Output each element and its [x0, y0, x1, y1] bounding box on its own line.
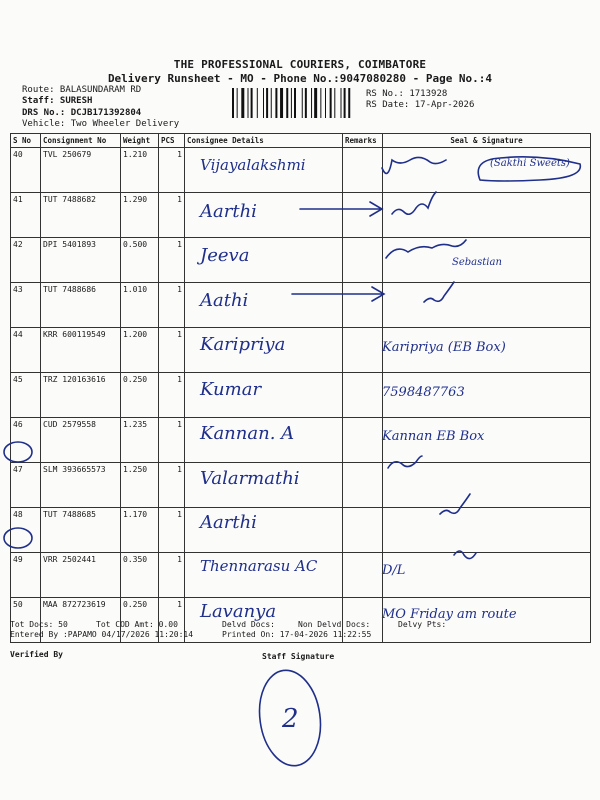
cell-sno: 46	[11, 418, 41, 463]
non-delivered-docs: Non Delvd Docs:	[298, 620, 371, 629]
signature-handwritten: (Sakthi Sweets)	[490, 158, 570, 169]
delivered-docs: Delvd Docs:	[222, 620, 275, 629]
cell-sno: 50	[11, 598, 41, 643]
cell-consignment: VRR 2502441	[41, 553, 121, 598]
cell-sno: 42	[11, 238, 41, 283]
drs-number: DRS No.: DCJB171392804	[22, 108, 142, 118]
consignee-handwritten: Thennarasu AC	[200, 556, 318, 575]
consignee-handwritten: Kannan. A	[200, 423, 295, 444]
entered-by: Entered By :PAPAMO 04/17/2026 11:20:14	[10, 630, 194, 639]
cell-weight: 1.170	[121, 508, 159, 553]
rs-number: RS No.: 1713928	[366, 89, 448, 99]
consignee-handwritten: Jeeva	[200, 245, 250, 266]
cell-consignment: TUT 7488685	[41, 508, 121, 553]
cell-weight: 1.010	[121, 283, 159, 328]
cell-weight: 0.250	[121, 373, 159, 418]
arrow-icon	[300, 202, 382, 216]
cell-weight: 1.235	[121, 418, 159, 463]
signature-scribble	[392, 192, 436, 214]
cell-pcs: 1	[159, 463, 185, 508]
signature-scribble	[388, 456, 422, 468]
company-name: THE PROFESSIONAL COURIERS, COIMBATORE	[173, 58, 427, 71]
cell-pcs: 1	[159, 418, 185, 463]
cell-weight: 0.250	[121, 598, 159, 643]
circle-mark	[4, 442, 32, 462]
col-pcs-header: PCS	[159, 134, 185, 148]
signature-loop	[478, 157, 580, 181]
cell-pcs: 1	[159, 283, 185, 328]
cell-weight: 1.210	[121, 148, 159, 193]
cell-weight: 0.500	[121, 238, 159, 283]
consignee-handwritten: Aarthi	[200, 200, 257, 222]
cell-pcs: 1	[159, 148, 185, 193]
route-label: Route: BALASUNDARAM RD	[22, 85, 142, 95]
consignee-handwritten: Aarthi	[200, 512, 257, 533]
total-cod: Tot COD Amt: 0.00	[96, 620, 178, 629]
cell-sno: 41	[11, 193, 41, 238]
cell-sno: 40	[11, 148, 41, 193]
consignee-handwritten: Vijayalakshmi	[200, 156, 306, 174]
cell-sno: 44	[11, 328, 41, 373]
col-signature-header: Seal & Signature	[383, 134, 591, 148]
consignee-handwritten: Karipriya	[200, 334, 286, 355]
cell-weight: 1.200	[121, 328, 159, 373]
cell-pcs: 1	[159, 238, 185, 283]
signature-scribble	[440, 494, 470, 514]
delivery-points: Delvy Pts:	[398, 620, 447, 629]
signature-handwritten: 7598487763	[382, 384, 465, 400]
cell-sno: 43	[11, 283, 41, 328]
consignee-handwritten: Kumar	[200, 378, 262, 400]
verified-by: Verified By	[10, 650, 63, 659]
arrow-icon	[292, 287, 384, 301]
cell-consignment: KRR 600119549	[41, 328, 121, 373]
consignee-handwritten: Lavanya	[200, 601, 277, 622]
staff-label: Staff: SURESH	[22, 96, 93, 106]
cell-consignment: CUD 2579558	[41, 418, 121, 463]
col-consignee-header: Consignee Details	[185, 134, 343, 148]
page-mark: 2	[282, 704, 299, 734]
runsheet-subtitle: Delivery Runsheet - MO - Phone No.:9047080280 - Page No.:4	[107, 72, 493, 85]
col-remarks-header: Remarks	[343, 134, 383, 148]
signature-scribble	[382, 157, 446, 173]
cell-consignment: MAA 872723619	[41, 598, 121, 643]
signature-handwritten: Sebastian	[452, 257, 502, 268]
col-weight-header: Weight	[121, 134, 159, 148]
printed-on: Printed On: 17-04-2026 11:22:55	[222, 630, 372, 639]
cell-consignment: SLM 393665573	[41, 463, 121, 508]
signature-handwritten: D/L	[382, 562, 406, 578]
signature-scribble	[454, 551, 476, 559]
consignee-handwritten: Valarmathi	[200, 467, 300, 489]
signature-handwritten: Kannan EB Box	[382, 429, 485, 444]
cell-weight: 1.290	[121, 193, 159, 238]
total-docs: Tot Docs: 50	[10, 620, 68, 629]
signature-handwritten: MO Friday am route	[382, 607, 517, 622]
signature-scribble	[386, 240, 466, 258]
cell-sno: 49	[11, 553, 41, 598]
signature-handwritten: Karipriya (EB Box)	[382, 340, 506, 355]
col-sno-header: S No	[11, 134, 41, 148]
cell-consignment: TVL 250679	[41, 148, 121, 193]
signature-scribble	[424, 282, 454, 302]
staff-signature: Staff Signature	[262, 652, 335, 661]
cell-pcs: 1	[159, 193, 185, 238]
cell-consignment: DPI 5401893	[41, 238, 121, 283]
cell-sno: 47	[11, 463, 41, 508]
cell-pcs: 1	[159, 508, 185, 553]
cell-pcs: 1	[159, 328, 185, 373]
col-consignment-header: Consignment No	[41, 134, 121, 148]
cell-pcs: 1	[159, 553, 185, 598]
cell-weight: 0.350	[121, 553, 159, 598]
consignee-handwritten: Aathi	[200, 289, 249, 311]
cell-consignment: TRZ 120163616	[41, 373, 121, 418]
cell-pcs: 1	[159, 373, 185, 418]
cell-weight: 1.250	[121, 463, 159, 508]
cell-consignment: TUT 7488682	[41, 193, 121, 238]
rs-date: RS Date: 17-Apr-2026	[366, 100, 475, 110]
circle-mark	[4, 528, 32, 548]
cell-consignment: TUT 7488686	[41, 283, 121, 328]
cell-sno: 48	[11, 508, 41, 553]
vehicle-label: Vehicle: Two Wheeler Delivery	[22, 119, 180, 129]
cell-sno: 45	[11, 373, 41, 418]
cell-pcs: 1	[159, 598, 185, 643]
